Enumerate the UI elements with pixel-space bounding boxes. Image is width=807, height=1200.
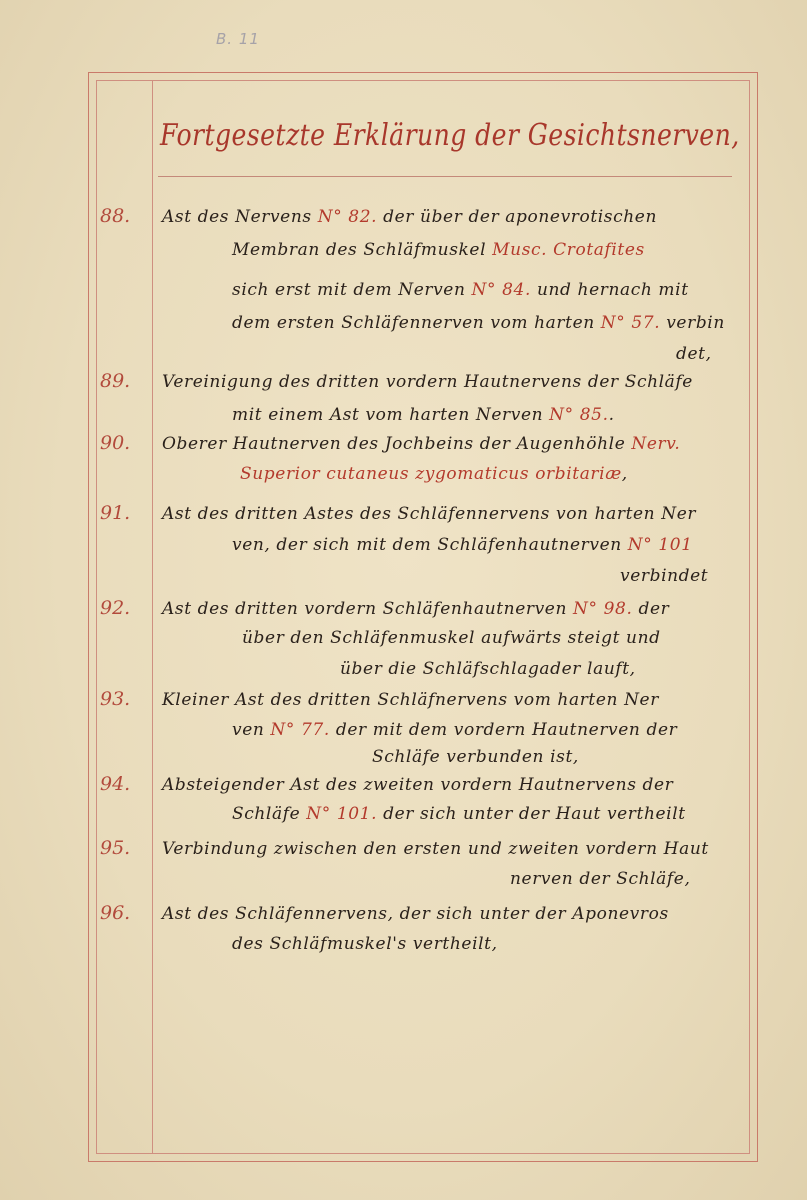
entry-90-line-1: Oberer Hautnerven des Jochbeins der Augenhöhle Nerv. <box>162 434 681 454</box>
pencil-shelf-mark: B. 11 <box>216 30 260 48</box>
margin-rule <box>152 80 153 1153</box>
entry-88-line-4: dem ersten Schläfennerven vom harten N° 57. verbin <box>232 313 725 333</box>
entry-95-line-2: nerven der Schläfe, <box>510 869 691 889</box>
entry-88-line-3: sich erst mit dem Nerven N° 84. und hernach mit <box>232 280 689 300</box>
entry-91-line-3: verbindet <box>620 566 709 586</box>
entry-91-line-2: ven, der sich mit dem Schläfenhautnerven N° 101 <box>232 535 693 555</box>
entry-number-96: 96. <box>100 902 131 924</box>
entry-92-line-3: über die Schläfschlagader lauft, <box>340 659 636 679</box>
entry-96-line-2: des Schläfmuskel's vertheilt, <box>232 934 498 954</box>
entry-93-line-1: Kleiner Ast des dritten Schläfnervens vom harten Ner <box>162 690 659 710</box>
entry-93-line-3: Schläfe verbunden ist, <box>372 747 579 767</box>
entry-95-line-1: Verbindung zwischen den ersten und zweiten vordern Haut <box>162 839 709 859</box>
entry-number-92: 92. <box>100 597 131 619</box>
entry-89-line-2: mit einem Ast vom harten Nerven N° 85.. <box>232 405 615 425</box>
entry-number-93: 93. <box>100 688 131 710</box>
entry-number-95: 95. <box>100 837 131 859</box>
entry-number-94: 94. <box>100 773 131 795</box>
entry-number-90: 90. <box>100 432 131 454</box>
entry-88-line-1: Ast des Nervens N° 82. der über der aponevrotischen <box>162 207 658 227</box>
page-title: Fortgesetzte Erklärung der Gesichtsnerven, <box>160 118 740 153</box>
entry-92-line-2: über den Schläfenmuskel aufwärts steigt und <box>242 628 661 648</box>
entry-88-line-2: Membran des Schläfmuskel Musc. Crotafites <box>232 240 645 260</box>
entry-93-line-2: ven N° 77. der mit dem vordern Hautnerven der <box>232 720 678 740</box>
title-underline <box>158 176 732 177</box>
entry-88-line-5: det, <box>676 344 712 364</box>
entry-96-line-1: Ast des Schläfennervens, der sich unter der Aponevros <box>162 904 669 924</box>
entry-number-88: 88. <box>100 205 131 227</box>
entry-94-line-1: Absteigender Ast des zweiten vordern Hautnervens der <box>162 775 674 795</box>
entry-91-line-1: Ast des dritten Astes des Schläfennervens von harten Ner <box>162 504 697 524</box>
entry-89-line-1: Vereinigung des dritten vordern Hautnervens der Schläfe <box>162 372 693 392</box>
entry-number-89: 89. <box>100 370 131 392</box>
entry-92-line-1: Ast des dritten vordern Schläfenhautnerven N° 98. der <box>162 599 670 619</box>
entry-90-line-2: Superior cutaneus zygomaticus orbitariæ, <box>240 464 628 484</box>
entry-94-line-2: Schläfe N° 101. der sich unter der Haut vertheilt <box>232 804 686 824</box>
entry-number-91: 91. <box>100 502 131 524</box>
